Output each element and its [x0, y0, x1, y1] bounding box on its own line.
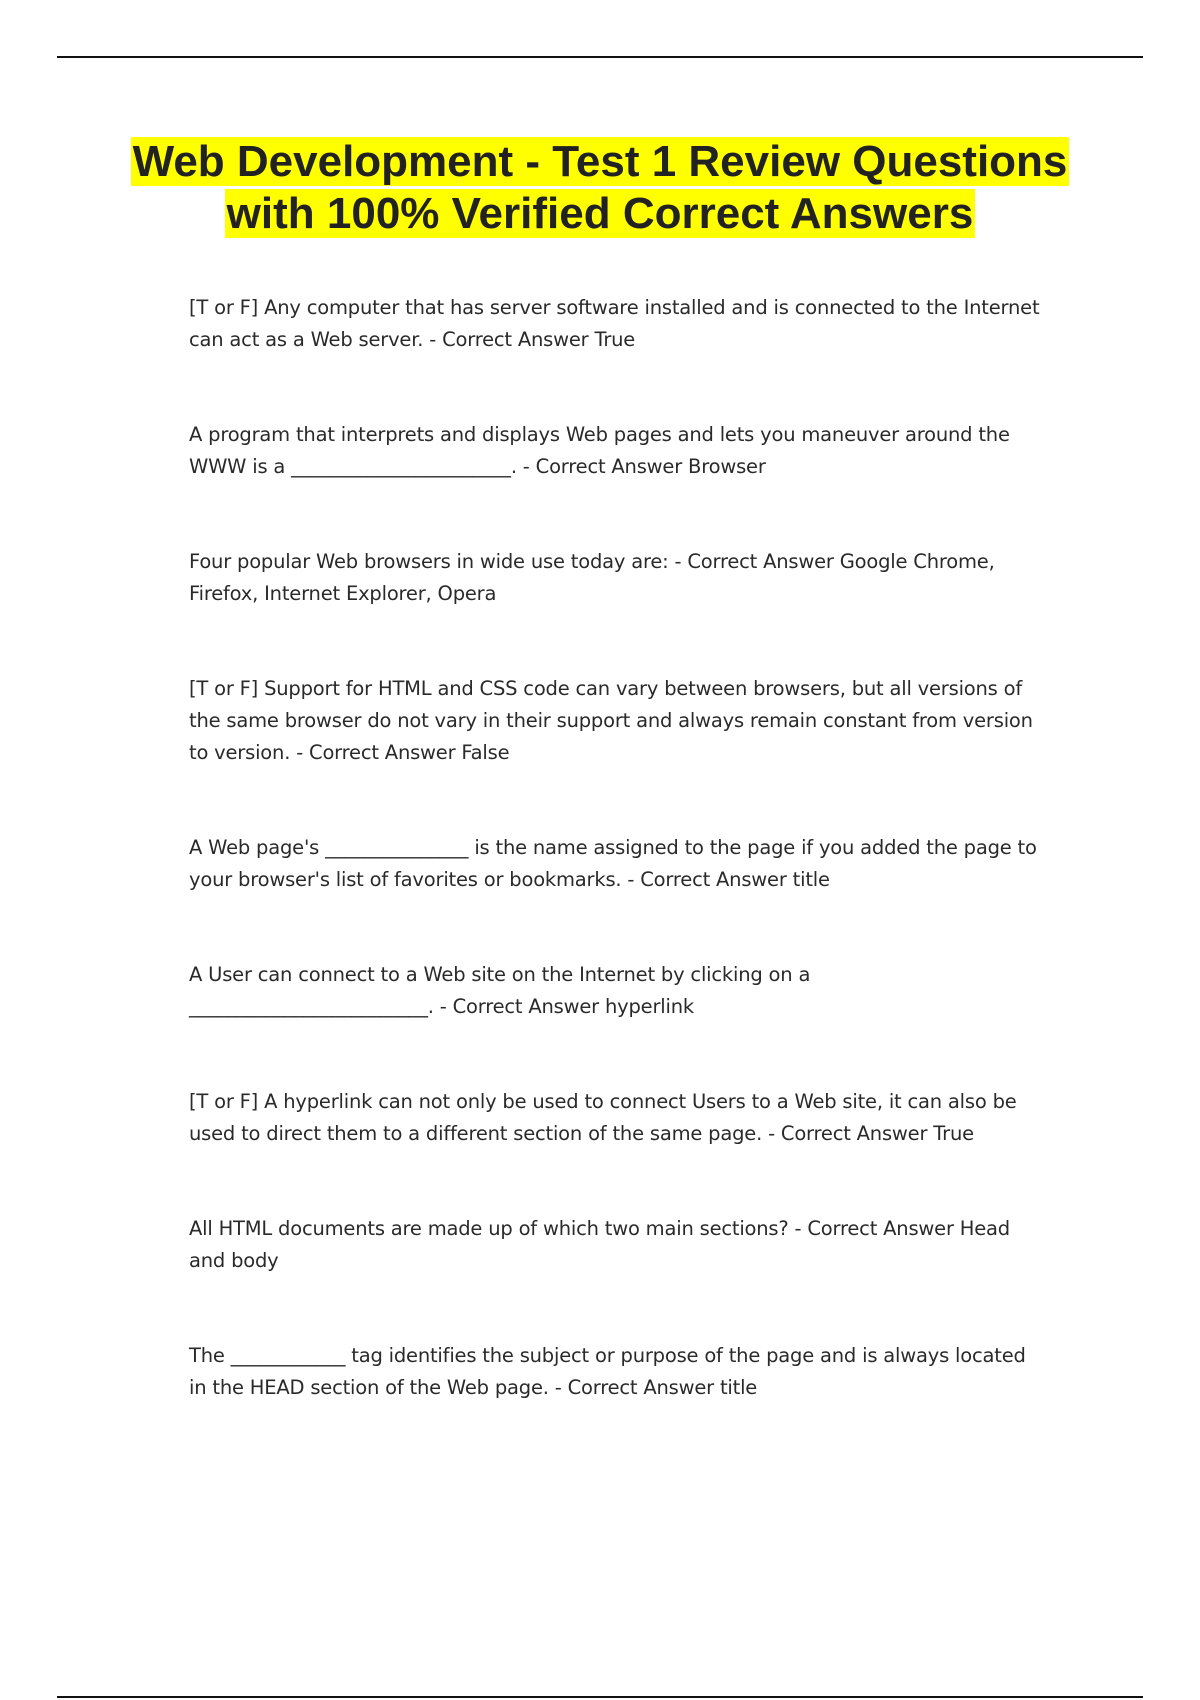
- question-item-2: A program that interprets and displays Web pages and lets you maneuver around the WWW is a _______________________. - Correct Answer Browser: [189, 423, 1010, 478]
- question-item-9: The ____________ tag identifies the subject or purpose of the page and is always located in the HEAD section of the Web page. - Correct Answer title: [189, 1344, 1026, 1399]
- question-list: [189, 292, 1049, 1467]
- question-item-1: [T or F] Any computer that has server software installed and is connected to the Internet can act as a Web server. - Correct Answer True: [189, 296, 1040, 351]
- question-item-5: A Web page's _______________ is the name assigned to the page if you added the page to your browser's list of favorites or bookmarks. - Correct Answer title: [189, 836, 1037, 891]
- document-title-text: Web Development - Test 1 Review Questions with 100% Verified Correct Answers: [132, 137, 1068, 238]
- question-item-6: A User can connect to a Web site on the Internet by clicking on a _________________________. - Correct Answer hyperlink: [189, 963, 811, 1018]
- header-rule: [57, 56, 1143, 58]
- question-item-8: All HTML documents are made up of which two main sections? - Correct Answer Head and body: [189, 1217, 1010, 1272]
- question-item-7: [T or F] A hyperlink can not only be used to connect Users to a Web site, it can also be used to direct them to a different section of the same page. - Correct Answer True: [189, 1090, 1017, 1145]
- document-title: [100, 136, 1100, 240]
- question-item-4: [T or F] Support for HTML and CSS code can vary between browsers, but all versions of the same browser do not vary in their support and always remain constant from version to version. - Correct Answer False: [189, 677, 1033, 764]
- question-item-3: Four popular Web browsers in wide use today are: - Correct Answer Google Chrome, Firefox, Internet Explorer, Opera: [189, 550, 995, 605]
- footer-rule: [57, 1696, 1143, 1698]
